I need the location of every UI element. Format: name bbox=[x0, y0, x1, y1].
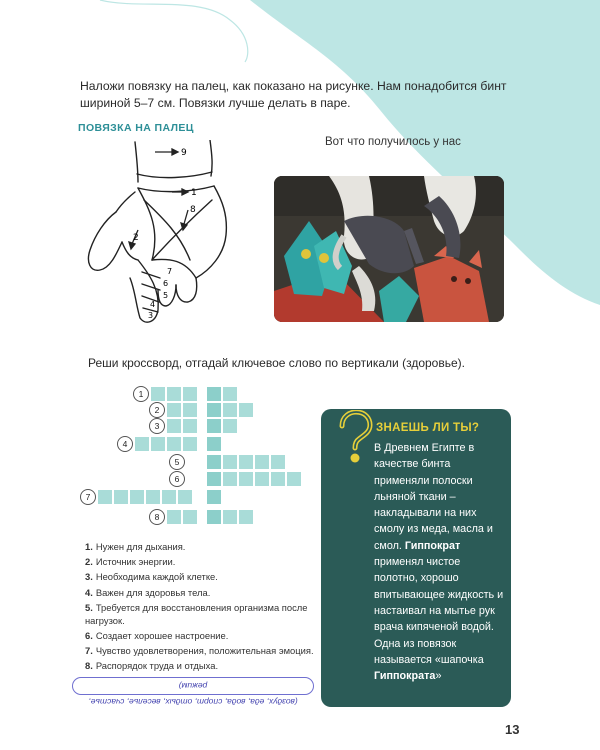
crossword-number-3: 3 bbox=[149, 418, 165, 434]
fact-text-part: применял чистое полотно, хорошо впитывающее жидкость и настаивал на мытье рук врача кипяченой водой. Одна из повязок называется «шапочка bbox=[374, 556, 504, 666]
crossword-number-5: 5 bbox=[169, 454, 185, 470]
section-title: ПОВЯЗКА НА ПАЛЕЦ bbox=[78, 122, 194, 134]
crossword-cell[interactable] bbox=[97, 489, 113, 505]
crossword-cell[interactable] bbox=[182, 418, 198, 434]
crossword-cell[interactable] bbox=[182, 436, 198, 452]
answers-key bbox=[72, 677, 314, 707]
clue-text: Чувство удовлетворения, положительная эмоция. bbox=[95, 645, 314, 657]
clue-number: 3. bbox=[85, 571, 93, 583]
clue-text: Распорядок труда и отдыха. bbox=[95, 660, 219, 672]
crossword-cell[interactable] bbox=[113, 489, 129, 505]
clue-number: 6. bbox=[85, 629, 93, 641]
clue-text: Нужен для дыхания. bbox=[95, 541, 186, 552]
clue-text: Необходима каждой клетке. bbox=[95, 571, 218, 583]
crossword-cell[interactable] bbox=[161, 489, 177, 505]
clue-number: 1. bbox=[85, 541, 93, 552]
crossword-cell[interactable] bbox=[145, 489, 161, 505]
clue-text: Важен для здоровья тела. bbox=[95, 586, 211, 598]
clue-text: Источник энергии. bbox=[95, 556, 176, 568]
clue-number: 4. bbox=[85, 586, 93, 598]
hand-label-3: 3 bbox=[148, 311, 154, 320]
crossword-cell[interactable] bbox=[222, 402, 238, 418]
hand-label-8: 8 bbox=[190, 205, 196, 215]
intro-text: Наложи повязку на палец, как показано на рисунке. Нам понадобится бинт шириной 5–7 см. Повязки лучше делать в паре. bbox=[80, 79, 507, 110]
hand-label-7: 7 bbox=[167, 267, 173, 276]
hand-label-5: 5 bbox=[163, 291, 169, 300]
crossword-number-1: 1 bbox=[133, 386, 149, 402]
bandaged-hands-photo bbox=[274, 176, 504, 322]
crossword-cell[interactable] bbox=[166, 418, 182, 434]
clue-item bbox=[85, 570, 325, 583]
crossword-cell[interactable] bbox=[238, 454, 254, 470]
clue-item bbox=[85, 659, 325, 672]
crossword-cell[interactable] bbox=[238, 402, 254, 418]
clue-number: 2. bbox=[85, 556, 93, 568]
crossword-cell[interactable] bbox=[177, 489, 193, 505]
fact-bold-hippocrates: Гиппократ bbox=[404, 539, 461, 552]
clue-number: 5. bbox=[85, 601, 93, 613]
crossword-key-cell[interactable] bbox=[206, 436, 222, 452]
clue-text: Создает хорошее настроение. bbox=[95, 629, 229, 641]
clue-number: 8. bbox=[85, 660, 93, 672]
crossword-key-cell[interactable] bbox=[206, 471, 222, 487]
page-number: 13 bbox=[505, 722, 520, 737]
clue-item bbox=[85, 555, 325, 568]
crossword-cell[interactable] bbox=[166, 436, 182, 452]
photo-caption: Вот что получилось у нас bbox=[325, 136, 461, 148]
crossword-key-cell[interactable] bbox=[206, 418, 222, 434]
hand-label-4: 4 bbox=[150, 300, 156, 309]
question-mark-icon bbox=[332, 410, 374, 466]
crossword-cell[interactable] bbox=[222, 471, 238, 487]
crossword-cell[interactable] bbox=[270, 471, 286, 487]
crossword-key-cell[interactable] bbox=[206, 402, 222, 418]
crossword-cell[interactable] bbox=[150, 436, 166, 452]
did-you-know-title: ЗНАЕШЬ ЛИ ТЫ? bbox=[376, 422, 480, 434]
crossword-cell[interactable] bbox=[134, 436, 150, 452]
crossword-cell[interactable] bbox=[222, 509, 238, 525]
fact-text-part: » bbox=[435, 670, 442, 683]
clue-item bbox=[85, 586, 325, 599]
crossword-cell[interactable] bbox=[254, 471, 270, 487]
crossword-cell[interactable] bbox=[182, 386, 198, 402]
crossword-number-8: 8 bbox=[149, 509, 165, 525]
crossword-cell[interactable] bbox=[270, 454, 286, 470]
crossword-cell[interactable] bbox=[254, 454, 270, 470]
crossword-cell[interactable] bbox=[222, 418, 238, 434]
crossword-cell[interactable] bbox=[286, 471, 302, 487]
clue-item bbox=[85, 644, 325, 657]
crossword-cell[interactable] bbox=[150, 386, 166, 402]
crossword-key-cell[interactable] bbox=[206, 454, 222, 470]
clue-item bbox=[85, 540, 325, 553]
crossword-cell[interactable] bbox=[238, 471, 254, 487]
crossword-key-cell[interactable] bbox=[206, 489, 222, 505]
clue-item bbox=[85, 601, 325, 627]
fact-text-part: В Древнем Египте в качестве бинта применяли полоски льняной ткани – накладывали на них смолу из меда, масла и смол. bbox=[374, 442, 493, 552]
hand-label-6: 6 bbox=[163, 279, 169, 288]
crossword-number-6: 6 bbox=[169, 471, 185, 487]
crossword-number-2: 2 bbox=[149, 402, 165, 418]
crossword-prompt: Реши кроссворд, отгадай ключевое слово по вертикали (здоровье). bbox=[88, 356, 465, 370]
hand-label-1: 1 bbox=[191, 188, 197, 198]
crossword-cell[interactable] bbox=[166, 402, 182, 418]
crossword-cell[interactable] bbox=[182, 402, 198, 418]
crossword-cell[interactable] bbox=[182, 509, 198, 525]
hand-label-9: 9 bbox=[181, 148, 187, 158]
fact-bold-hippocrates-hat: Гиппократа bbox=[374, 670, 436, 683]
crossword-cell[interactable] bbox=[222, 386, 238, 402]
crossword-cell[interactable] bbox=[166, 386, 182, 402]
did-you-know-text bbox=[374, 440, 506, 684]
crossword-key-cell[interactable] bbox=[206, 386, 222, 402]
clue-text: Требуется для восстановления организма после нагрузок. bbox=[85, 601, 308, 626]
crossword-cell[interactable] bbox=[166, 509, 182, 525]
clue-number: 7. bbox=[85, 645, 93, 657]
crossword-cell[interactable] bbox=[129, 489, 145, 505]
answers-text: (воздух, еда, вода, спорт, отдых, веселье, счастье, режим) bbox=[88, 681, 298, 707]
crossword-cell[interactable] bbox=[222, 454, 238, 470]
hand-label-2: 2 bbox=[133, 233, 139, 243]
hand-bandage-illustration bbox=[80, 140, 250, 330]
clue-item bbox=[85, 629, 325, 642]
crossword-key-cell[interactable] bbox=[206, 509, 222, 525]
crossword-cell[interactable] bbox=[238, 509, 254, 525]
clues-list bbox=[85, 540, 325, 675]
crossword-number-4: 4 bbox=[117, 436, 133, 452]
crossword-number-7: 7 bbox=[80, 489, 96, 505]
